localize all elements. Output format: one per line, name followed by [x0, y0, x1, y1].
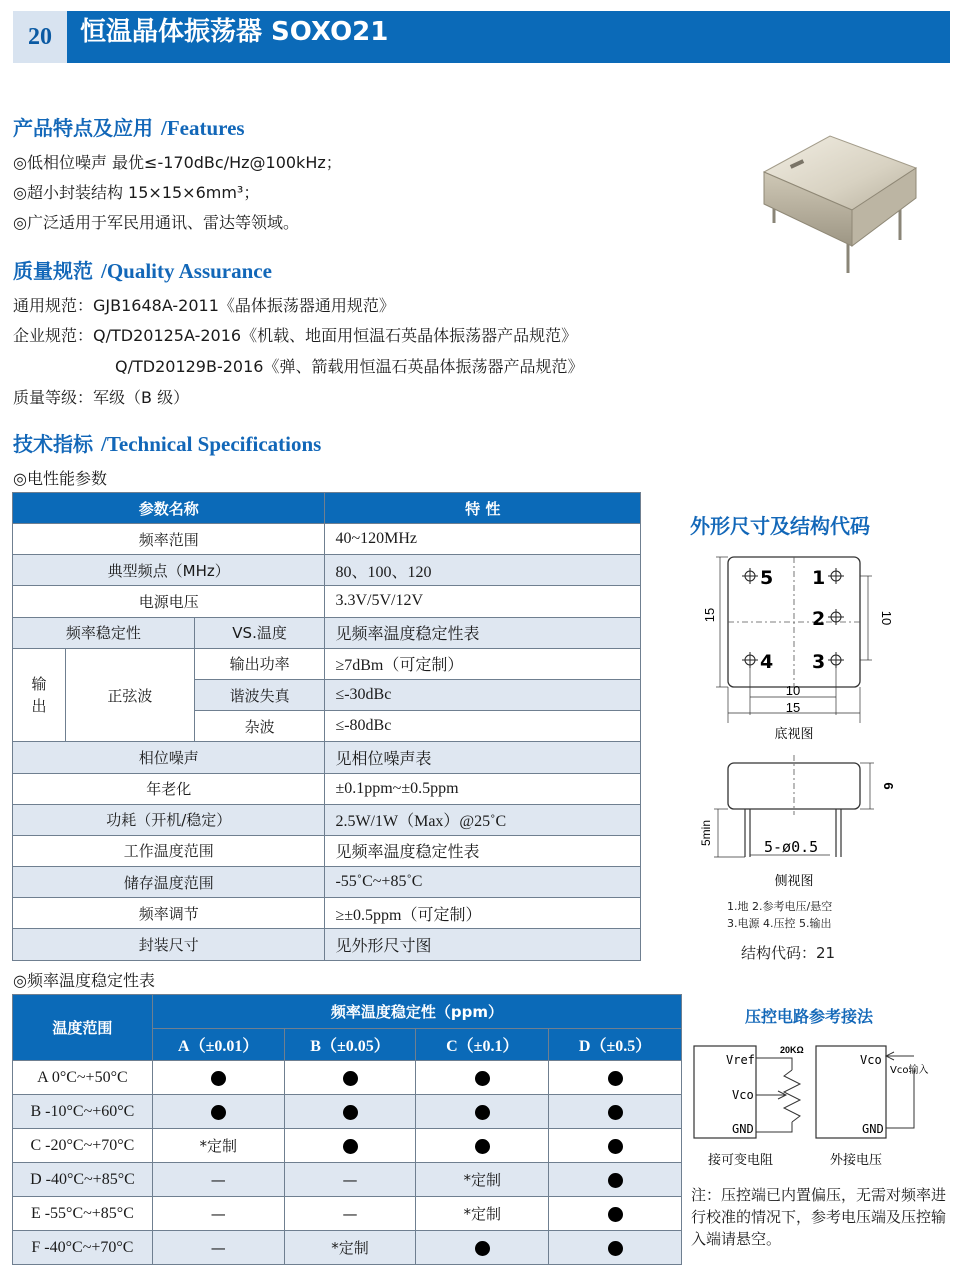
stab-cell — [284, 1061, 416, 1095]
table-row — [13, 617, 641, 648]
spec-value: -55˚C~+85˚C — [325, 867, 641, 898]
spec-header-name: 参数名称 — [13, 493, 325, 524]
feature-item: ◎低相位噪声 最优≤-170dBc/Hz@100kHz； — [13, 153, 342, 172]
spec-value: 见相位噪声表 — [325, 742, 641, 773]
table-row — [13, 1129, 682, 1163]
page-title: 恒温晶体振荡器 SOXO21 — [80, 17, 389, 47]
stab-cell: *定制 — [284, 1231, 416, 1265]
table-row — [13, 898, 641, 929]
spec-sub: 谐波失真 — [194, 679, 325, 710]
table-row — [13, 555, 641, 586]
quality-line: Q/TD20129B-2016《弹、箭载用恒温石英晶体振荡器产品规范》 — [115, 357, 584, 376]
spec-name: 典型频点（MHz） — [13, 555, 325, 586]
spec-value: 见频率温度稳定性表 — [325, 835, 641, 866]
filled-dot-icon — [211, 1071, 226, 1086]
quality-line: 通用规范：GJB1648A-2011《晶体振荡器通用规范》 — [13, 296, 395, 315]
product-photo — [760, 128, 920, 276]
right-circuit-caption: 外接电压 — [830, 1153, 883, 1168]
stab-cell — [549, 1095, 682, 1129]
table-row — [13, 524, 641, 555]
pin-legend-line1: 1.地 2.参考电压/悬空 — [727, 900, 833, 913]
filled-dot-icon — [343, 1105, 358, 1120]
stab-cell — [152, 1061, 284, 1095]
stability-subtitle: ◎频率温度稳定性表 — [13, 971, 155, 990]
stab-col-a: A（±0.01） — [152, 1029, 284, 1061]
stab-range: C -20°C~+70°C — [13, 1129, 153, 1163]
spec-sub: 杂波 — [194, 711, 325, 742]
stab-range: D -40°C~+85°C — [13, 1163, 153, 1197]
filled-dot-icon — [211, 1105, 226, 1120]
spec-value: 3.3V/5V/12V — [325, 586, 641, 617]
table-row — [13, 1163, 682, 1197]
filled-dot-icon — [608, 1105, 623, 1120]
stab-header-group: 频率温度稳定性（ppm） — [152, 995, 681, 1029]
filled-dot-icon — [608, 1173, 623, 1188]
feature-item: ◎广泛适用于军民用通讯、雷达等领域。 — [13, 213, 299, 232]
stab-cell — [549, 1061, 682, 1095]
pin-2-label: 2 — [812, 608, 826, 630]
dim-side-label: 15 — [702, 607, 717, 623]
stability-table — [12, 994, 682, 1265]
pin-4-label: 4 — [760, 651, 774, 673]
spec-name: 电源电压 — [13, 586, 325, 617]
vco-left-label: Vco — [732, 1088, 754, 1102]
table-row — [13, 835, 641, 866]
filled-dot-icon — [608, 1071, 623, 1086]
table-row — [13, 1231, 682, 1265]
spec-value: 见外形尺寸图 — [325, 929, 641, 960]
stab-cell: *定制 — [416, 1197, 549, 1231]
stab-cell — [549, 1197, 682, 1231]
spec-name: 储存温度范围 — [13, 867, 325, 898]
side-view-caption: 侧视图 — [774, 874, 814, 889]
spec-group-output: 输出 — [13, 648, 66, 742]
spec-value: 2.5W/1W（Max）@25˚C — [325, 804, 641, 835]
bottom-view-caption: 底视图 — [774, 727, 814, 742]
table-row — [13, 1061, 682, 1095]
stab-cell — [549, 1163, 682, 1197]
filled-dot-icon — [343, 1139, 358, 1154]
tech-title-en: /Technical Specifications — [101, 432, 322, 456]
left-circuit-caption: 接可变电阻 — [708, 1153, 774, 1168]
features-title-cn: 产品特点及应用 — [13, 116, 153, 140]
structure-code: 结构代码：21 — [741, 944, 836, 962]
stab-cell — [284, 1129, 416, 1163]
stab-range: E -55°C~+85°C — [13, 1197, 153, 1231]
stab-cell: *定制 — [416, 1163, 549, 1197]
stab-col-b: B（±0.05） — [284, 1029, 416, 1061]
spec-sub: 输出功率 — [194, 648, 325, 679]
outline-title: 外形尺寸及结构代码 — [690, 514, 870, 538]
table-row — [13, 1197, 682, 1231]
spec-name: 频率调节 — [13, 898, 325, 929]
dim-pitch-bottom: 10 — [785, 683, 801, 698]
spec-name: 年老化 — [13, 773, 325, 804]
stab-cell — [549, 1129, 682, 1163]
dim-height-label: 6 — [881, 782, 896, 790]
gnd-right-label: GND — [862, 1122, 884, 1136]
filled-dot-icon — [475, 1105, 490, 1120]
stab-cell — [416, 1231, 549, 1265]
quality-title-en: /Quality Assurance — [101, 259, 272, 283]
filled-dot-icon — [475, 1241, 490, 1256]
stab-range: F -40°C~+70°C — [13, 1231, 153, 1265]
stab-col-d: D（±0.5） — [549, 1029, 682, 1061]
stab-col-c: C（±0.1） — [416, 1029, 549, 1061]
tech-title-cn: 技术指标 — [13, 432, 93, 456]
features-title-en: /Features — [161, 116, 245, 140]
filled-dot-icon — [608, 1207, 623, 1222]
quality-title-cn: 质量规范 — [13, 259, 93, 283]
table-row — [13, 648, 641, 679]
spec-sub: VS.温度 — [194, 617, 325, 648]
spec-name: 封装尺寸 — [13, 929, 325, 960]
tech-heading — [13, 428, 321, 457]
dim-side-bottom: 15 — [785, 700, 801, 715]
filled-dot-icon — [608, 1241, 623, 1256]
spec-name: 工作温度范围 — [13, 835, 325, 866]
stab-range: A 0°C~+50°C — [13, 1061, 153, 1095]
stab-cell — [284, 1095, 416, 1129]
table-row — [13, 742, 641, 773]
table-row — [13, 929, 641, 960]
table-row — [13, 867, 641, 898]
spec-value: 80、100、120 — [325, 555, 641, 586]
stab-header-range: 温度范围 — [13, 995, 153, 1061]
spec-value: ≥±0.5ppm（可定制） — [325, 898, 641, 929]
dim-pitch-label: 10 — [879, 610, 894, 626]
quality-line: 质量等级：军级（B 级） — [13, 388, 190, 407]
dim-pin-label: 5-ø0.5 — [764, 838, 819, 856]
spec-name: 功耗（开机/稳定） — [13, 804, 325, 835]
vc-circuit-diagram — [690, 1040, 950, 1172]
stab-cell: — — [152, 1231, 284, 1265]
pin-1-label: 1 — [812, 567, 826, 589]
spec-value: 见频率温度稳定性表 — [325, 617, 641, 648]
spec-value: ≤-30dBc — [325, 679, 641, 710]
features-heading — [13, 112, 245, 141]
spec-table — [12, 492, 641, 961]
gnd-left-label: GND — [732, 1122, 754, 1136]
stab-cell — [416, 1095, 549, 1129]
filled-dot-icon — [608, 1139, 623, 1154]
dim-min-label: 5min — [699, 819, 713, 847]
vco-right-label: Vco — [860, 1053, 882, 1067]
spec-header-value: 特 性 — [325, 493, 641, 524]
stab-cell — [549, 1231, 682, 1265]
spec-value: ±0.1ppm~±0.5ppm — [325, 773, 641, 804]
quality-heading — [13, 255, 272, 284]
quality-line: 企业规范：Q/TD20125A-2016《机载、地面用恒温石英晶体振荡器产品规范》 — [13, 326, 578, 345]
filled-dot-icon — [475, 1071, 490, 1086]
pin-legend-line2: 3.电源 4.压控 5.输出 — [727, 917, 832, 930]
table-row — [13, 804, 641, 835]
stab-cell: — — [284, 1163, 416, 1197]
page-number: 20 — [13, 11, 67, 63]
stab-cell: — — [284, 1197, 416, 1231]
pin-3-label: 3 — [812, 651, 826, 673]
spec-value: ≤-80dBc — [325, 711, 641, 742]
filled-dot-icon — [475, 1139, 490, 1154]
stab-cell — [416, 1061, 549, 1095]
electrical-subtitle: ◎电性能参数 — [13, 469, 107, 488]
vco-input-label: Vco输入 — [890, 1065, 929, 1076]
table-row — [13, 586, 641, 617]
header-bar — [13, 11, 950, 63]
table-row — [13, 1095, 682, 1129]
stab-cell: — — [152, 1197, 284, 1231]
feature-item: ◎超小封装结构 15×15×6mm³； — [13, 183, 260, 202]
vc-note: 注：压控端已内置偏压，无需对频率进行校准的情况下，参考电压端及压控输入端请悬空。 — [691, 1186, 947, 1248]
stab-cell — [152, 1095, 284, 1129]
pin-5-label: 5 — [760, 567, 774, 589]
resistor-label: 20KΩ — [780, 1045, 804, 1055]
stab-cell: *定制 — [152, 1129, 284, 1163]
outline-drawing — [690, 545, 910, 945]
spec-value: 40~120MHz — [325, 524, 641, 555]
spec-value: ≥7dBm（可定制） — [325, 648, 641, 679]
table-row — [13, 773, 641, 804]
spec-name: 频率稳定性 — [13, 617, 195, 648]
stab-cell: — — [152, 1163, 284, 1197]
spec-group-sine: 正弦波 — [65, 648, 194, 742]
filled-dot-icon — [343, 1071, 358, 1086]
stab-range: B -10°C~+60°C — [13, 1095, 153, 1129]
spec-name: 频率范围 — [13, 524, 325, 555]
spec-name: 相位噪声 — [13, 742, 325, 773]
stab-cell — [416, 1129, 549, 1163]
vref-label: Vref — [726, 1053, 755, 1067]
vc-circuit-title: 压控电路参考接法 — [745, 1007, 874, 1026]
